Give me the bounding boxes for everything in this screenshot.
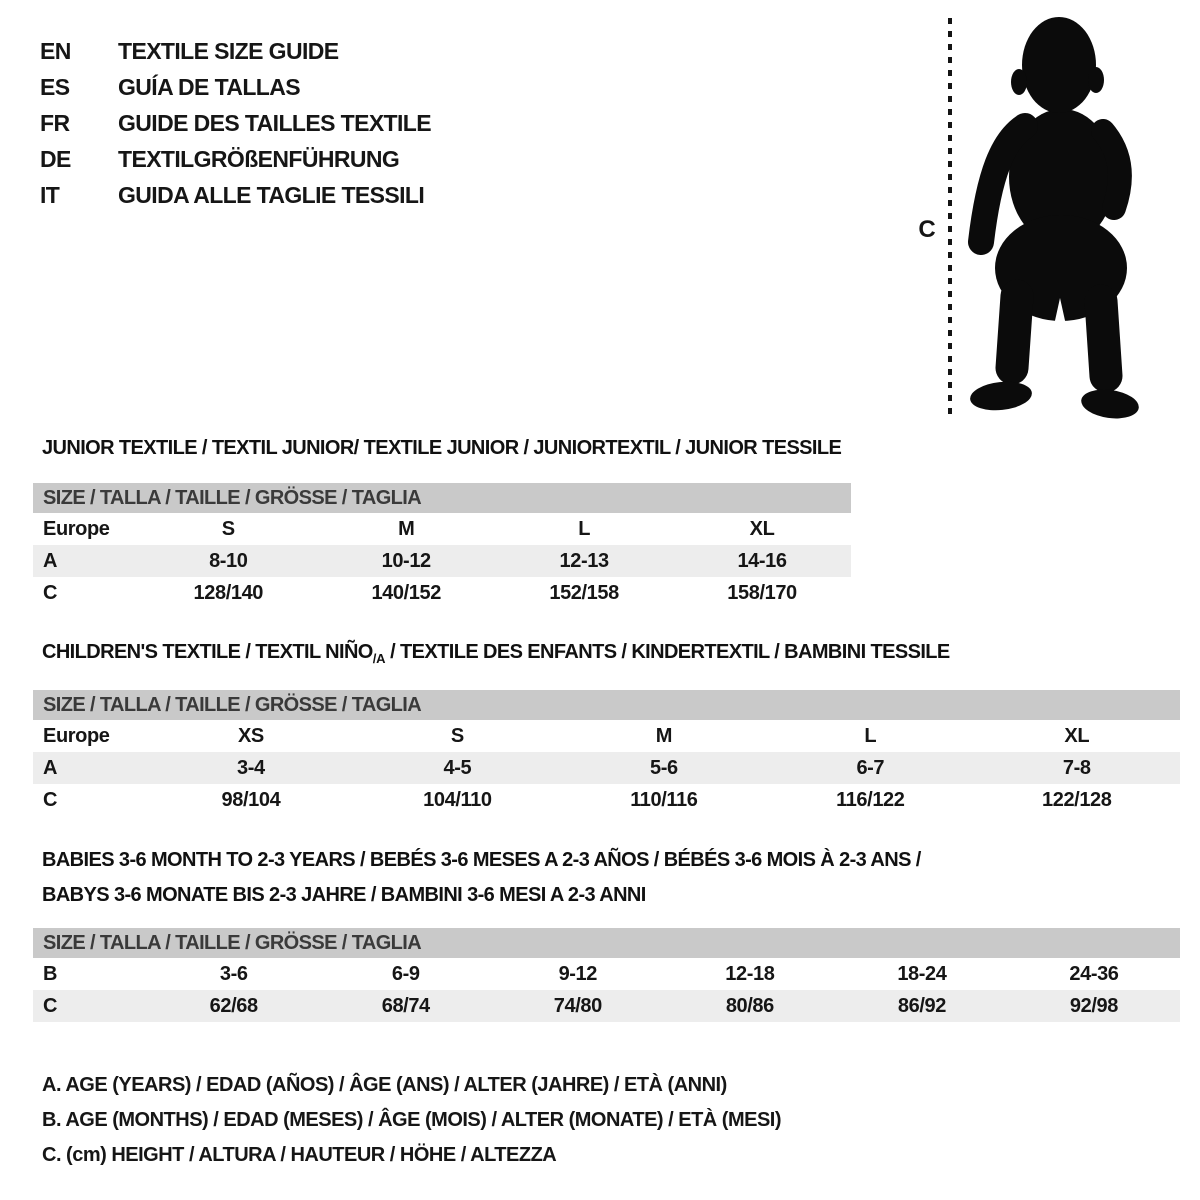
legend-age-months: B. AGE (MONTHS) / EDAD (MESES) / ÂGE (MOIS) / ALTER (MONATE) / ETÀ (MESI) <box>42 1109 782 1131</box>
children-size-header-bar: SIZE / TALLA / TAILLE / GRÖSSE / TAGLIA <box>33 690 1180 720</box>
table-cell: 10-12 <box>381 549 431 572</box>
table-cell: L <box>578 517 591 540</box>
table-cell: 12-18 <box>725 962 775 985</box>
table-row-age-months <box>33 958 1180 990</box>
table-cell: 24-36 <box>1069 962 1119 985</box>
table-cell: 6-9 <box>391 962 420 985</box>
table-cell: 92/98 <box>1069 994 1118 1017</box>
table-cell: 62/68 <box>209 994 258 1017</box>
children-heading-pre: CHILDREN'S TEXTILE / TEXTIL NIÑO <box>42 641 373 663</box>
row-label: C <box>43 788 58 811</box>
lang-code: EN <box>40 37 71 64</box>
children-section-heading <box>42 641 950 666</box>
lang-row-it <box>40 177 431 213</box>
table-cell: 3-6 <box>219 962 248 985</box>
row-label: A <box>43 549 58 572</box>
table-cell: 12-13 <box>559 549 609 572</box>
table-cell: 74/80 <box>553 994 602 1017</box>
table-cell: 9-12 <box>558 962 598 985</box>
babies-section-heading <box>42 849 921 919</box>
table-cell: 3-4 <box>237 756 265 779</box>
table-cell: 8-10 <box>209 549 248 572</box>
lang-row-es <box>40 69 431 105</box>
table-cell: XL <box>749 517 775 540</box>
table-cell: 140/152 <box>371 581 441 604</box>
table-cell: 110/116 <box>630 788 698 811</box>
toddler-silhouette-icon <box>963 14 1139 420</box>
lang-row-fr <box>40 105 431 141</box>
table-cell: 5-6 <box>649 756 678 779</box>
row-label: B <box>43 962 58 985</box>
table-row-height-cm <box>33 784 1180 816</box>
table-row-age-years <box>33 545 851 577</box>
guide-title-it: GUIDA ALLE TAGLIE TESSILI <box>118 181 425 208</box>
babies-heading-line2: BABYS 3-6 MONATE BIS 2-3 JAHRE / BAMBINI 3-6 MESI A 2-3 ANNI <box>42 884 646 906</box>
row-label: Europe <box>43 517 110 540</box>
table-row-height-cm <box>33 990 1180 1022</box>
table-cell: 6-7 <box>856 756 885 779</box>
table-cell: 68/74 <box>381 994 430 1017</box>
row-label: A <box>43 756 58 779</box>
measurement-legend <box>42 1068 781 1173</box>
lang-code: DE <box>40 145 71 172</box>
guide-title-fr: GUIDE DES TAILLES TEXTILE <box>118 109 431 136</box>
lang-code: ES <box>40 73 70 100</box>
table-cell: 86/92 <box>897 994 946 1017</box>
legend-height-cm: C. (cm) HEIGHT / ALTURA / HAUTEUR / HÖHE / ALTEZZA <box>42 1144 557 1166</box>
row-label: C <box>43 994 58 1017</box>
junior-size-table <box>33 483 851 609</box>
height-measure-dashed-line <box>948 18 952 415</box>
table-cell: 18-24 <box>897 962 947 985</box>
junior-section-heading: JUNIOR TEXTILE / TEXTIL JUNIOR/ TEXTILE JUNIOR / JUNIORTEXTIL / JUNIOR TESSILE <box>42 437 842 459</box>
height-measure-label: C <box>918 216 936 243</box>
row-label: C <box>43 581 58 604</box>
table-cell: 158/170 <box>727 581 797 604</box>
babies-heading-line1: BABIES 3-6 MONTH TO 2-3 YEARS / BEBÉS 3-6 MESES A 2-3 AÑOS / BÉBÉS 3-6 MOIS À 2-3 ANS / <box>42 849 921 871</box>
row-label: Europe <box>43 724 110 747</box>
lang-code: IT <box>40 181 60 208</box>
language-title-list <box>40 33 431 213</box>
table-cell: 7-8 <box>1062 756 1091 779</box>
children-heading-post: / TEXTILE DES ENFANTS / KINDERTEXTIL / BAMBINI TESSILE <box>385 641 950 663</box>
guide-title-de: TEXTILGRÖßENFÜHRUNG <box>118 145 400 172</box>
table-cell: 104/110 <box>423 788 492 811</box>
table-cell: XL <box>1064 724 1090 747</box>
guide-title-es: GUÍA DE TALLAS <box>118 73 300 100</box>
table-row-height-cm <box>33 577 851 609</box>
table-cell: 116/122 <box>836 788 905 811</box>
children-heading-subscript: /A <box>372 651 386 666</box>
guide-title-en: TEXTILE SIZE GUIDE <box>118 37 339 64</box>
table-cell: L <box>864 724 877 747</box>
table-cell: 152/158 <box>549 581 619 604</box>
table-cell: 14-16 <box>737 549 787 572</box>
table-cell: 122/128 <box>1042 788 1112 811</box>
lang-row-en <box>40 33 431 69</box>
legend-age-years: A. AGE (YEARS) / EDAD (AÑOS) / ÂGE (ANS) / ALTER (JAHRE) / ETÀ (ANNI) <box>42 1074 727 1096</box>
table-cell: S <box>221 517 235 540</box>
lang-code: FR <box>40 109 70 136</box>
junior-size-header-bar: SIZE / TALLA / TAILLE / GRÖSSE / TAGLIA <box>33 483 851 513</box>
table-cell: 98/104 <box>221 788 281 811</box>
table-cell: S <box>450 724 464 747</box>
babies-size-table <box>33 928 1180 1022</box>
table-row-europe <box>33 720 1180 752</box>
table-cell: 4-5 <box>443 756 472 779</box>
children-size-table <box>33 690 1180 816</box>
lang-row-de <box>40 141 431 177</box>
table-cell: XS <box>237 724 264 747</box>
table-row-age-years <box>33 752 1180 784</box>
table-cell: M <box>398 517 415 540</box>
table-cell: M <box>655 724 672 747</box>
table-row-europe <box>33 513 851 545</box>
babies-size-header-bar: SIZE / TALLA / TAILLE / GRÖSSE / TAGLIA <box>33 928 1180 958</box>
table-cell: 80/86 <box>725 994 774 1017</box>
table-cell: 128/140 <box>193 581 264 604</box>
